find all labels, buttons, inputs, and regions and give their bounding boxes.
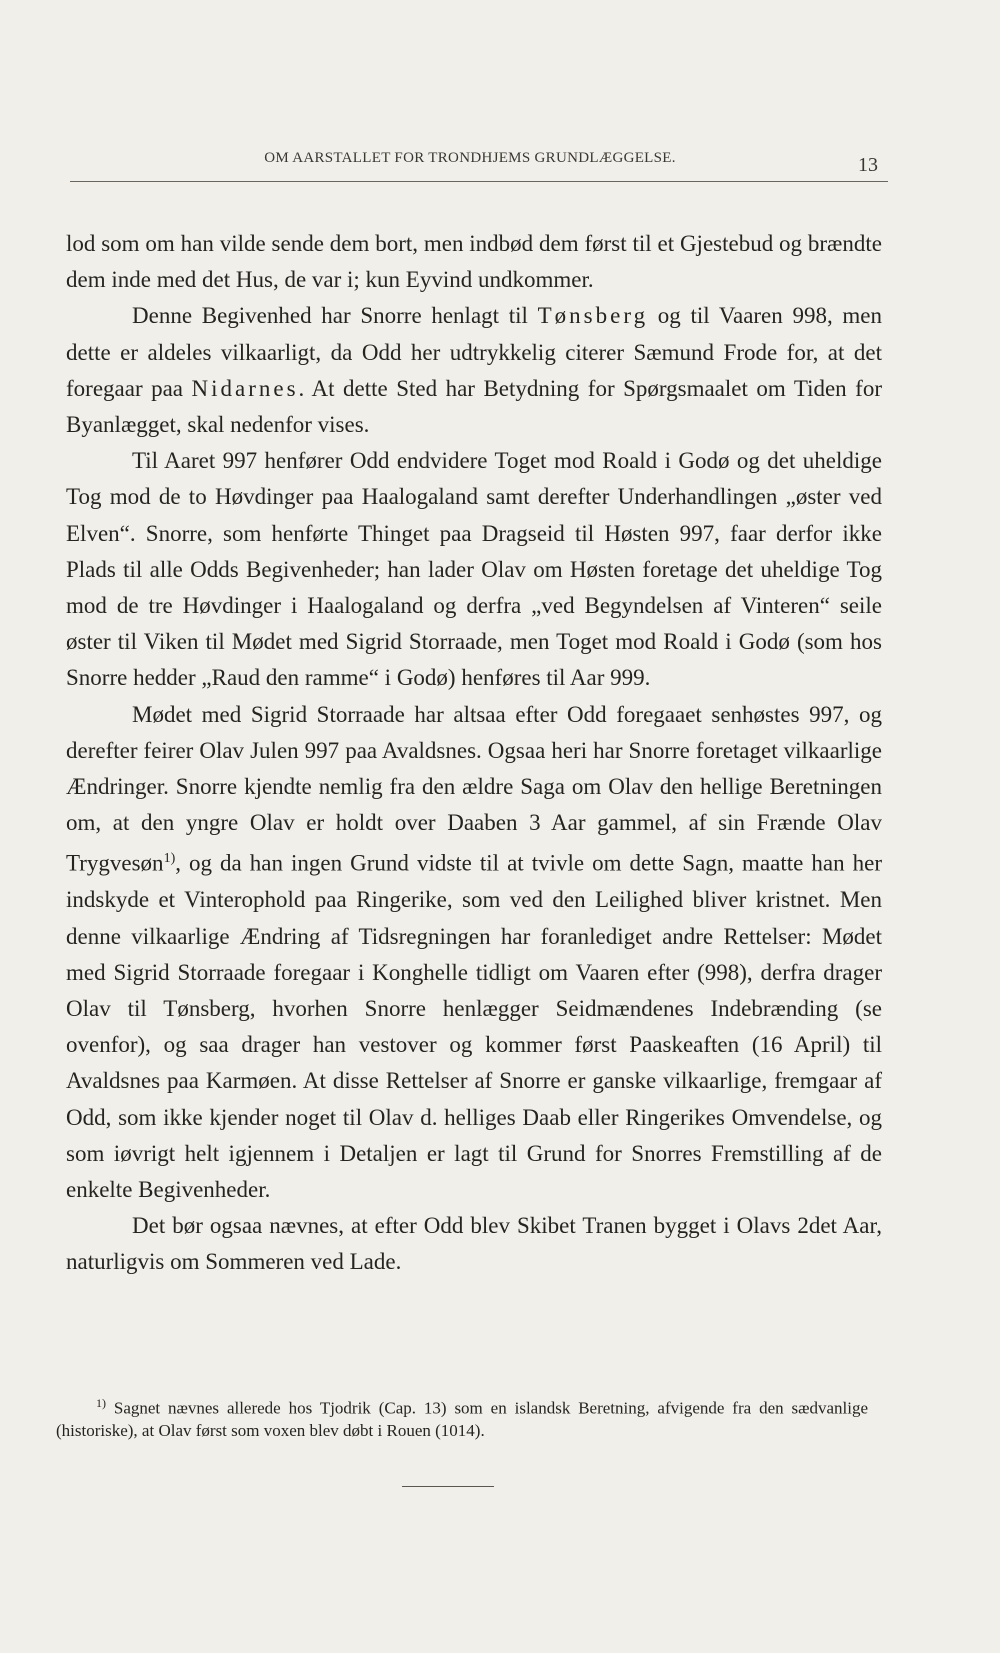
footnote-mark: 1) <box>96 1396 106 1410</box>
running-header: OM AARSTALLET FOR TRONDHJEMS GRUNDLÆGGELSE. <box>264 150 676 166</box>
bottom-rule <box>402 1486 494 1487</box>
paragraph-4-part-a: Mødet med Sigrid Storraade har altsaa efter Odd foregaaet senhøstes 997, og derefter feirer Olav Julen 997 paa Avaldsnes. Ogsaa heri har Snorre foretaget vilkaarlige Ændringer. Snorre kjendte nemlig fra den ældre Saga om Olav den hellige Beretningen om, at den yngre Olav er holdt over Daaben 3 Aar gammel, af sin Frænde Olav Trygvesøn <box>66 701 882 877</box>
footnote <box>56 1392 868 1442</box>
header-rule <box>70 181 888 182</box>
paragraph-1: lod som om han vilde sende dem bort, men indbød dem først til et Gjestebud og brændte dem inde med det Hus, de var i; kun Eyvind undkommer. <box>66 231 882 293</box>
place-name-nidarnes: Nidarnes <box>191 375 299 401</box>
footnote-text: Sagnet nævnes allerede hos Tjodrik (Cap. 13) som en islandsk Beretning, afvigende fra den sædvanlige (historiske), at Olav først som voxen blev døbt i Rouen (1014). <box>56 1398 868 1440</box>
paragraph-2-part-b: og til Vaaren 998, men dette er aldeles vilkaarligt, da Odd her udtrykkelig citerer Sæmund Frode for, at det foregaar paa <box>66 303 883 401</box>
place-name-tonsberg: Tønsberg <box>537 303 649 329</box>
page-number: 13 <box>858 154 878 176</box>
body-text <box>66 226 882 1281</box>
paragraph-4-part-b: , og da han ingen Grund vidste til at tvivle om dette Sagn, maatte han her indskyde et Vinterophold paa Ringerike, som ved den Leilighed bliver kristnet. Men denne vilkaarlige Ændring af Tidsregningen har foranlediget andre Rettelser: Mødet med Sigrid Storraade foregaar i Konghelle tidligt om Vaaren efter (998), derfra drager Olav til Tønsberg, hvorhen Snorre henlægger Seidmændenes Indebrænding (se ovenfor), og saa drager han vestover og kommer først Paaskeaften (16 April) til Avaldsnes paa Karmøen. At disse Rettelser af Snorre er ganske vilkaarlige, fremgaar af Odd, som ikke kjender noget til Olav d. helliges Daab eller Ringerikes Omvendelse, og som iøvrigt helt igjennem i Detaljen er lagt til Grund for Snorres Fremstilling af de enkelte Begivenheder. <box>66 851 882 1202</box>
paragraph-5: Det bør ogsaa nævnes, at efter Odd blev Skibet Tranen bygget i Olavs 2det Aar, naturligvis om Sommeren ved Lade. <box>66 1213 882 1275</box>
paragraph-2 <box>66 298 882 443</box>
paragraph-3: Til Aaret 997 henfører Odd endvidere Toget mod Roald i Godø og det uheldige Tog mod de to Høvdinger paa Haalogaland samt derefter Underhandlingen „øster ved Elven“. Snorre, som henførte Thinget paa Dragseid til Høsten 997, faar derfor ikke Plads til alle Odds Begivenheder; han lader Olav om Høsten foretage det uheldige Tog mod de tre Høvdinger i Haalogaland og derfra „ved Begyndelsen af Vinteren“ seile øster til Viken til Mødet med Sigrid Storraade, men Toget mod Roald i Godø (som hos Snorre hedder „Raud den ramme“ i Godø) henføres til Aar 999. <box>66 448 882 691</box>
paragraph-2-part-a: Denne Begivenhed har Snorre henlagt til <box>132 303 538 329</box>
paragraph-2-part-c: . At dette Sted har Betydning for Spørgsmaalet om Tiden for Byanlægget, skal nedenfor vises. <box>66 375 882 438</box>
paragraph-4 <box>66 697 882 1209</box>
footnote-reference: 1) <box>163 851 176 867</box>
